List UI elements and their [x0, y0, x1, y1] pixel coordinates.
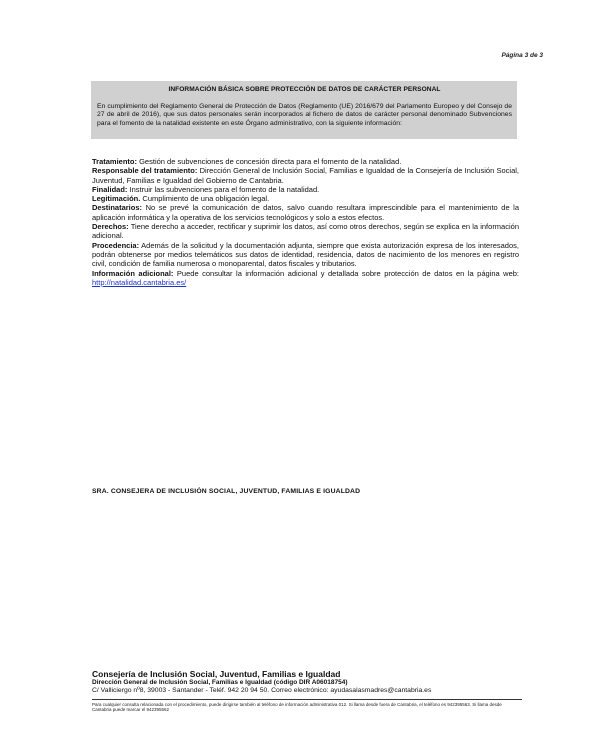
data-protection-box [91, 81, 517, 139]
detail-label: Derechos: [92, 222, 129, 232]
footer [92, 669, 522, 713]
detail-label: Destinatarios: [92, 203, 143, 213]
detail-label: Información adicional: [92, 268, 174, 278]
detail-destinatarios [92, 203, 519, 222]
detail-text: Además de la solicitud y la documentación adjunta, siempre que exista autorización expresa de los interesados, podrán obtenerse por medios telemáticos sus datos de identidad, residencia, datos de nacimiento de los menores en registro civil, condición de familia numerosa o monoparental, datos fiscales y tributarios. [92, 240, 519, 269]
data-protection-details [92, 157, 519, 287]
detail-text: No se prevé la comunicación de datos, salvo cuando resultara imprescindible para el mantenimiento de la aplicación informática y la operativa de los servicios tecnológicos y solo a estos efectos. [92, 203, 519, 222]
detail-responsable [92, 166, 519, 185]
footer-title: Consejería de Inclusión Social, Juventud, Familias e Igualdad [92, 669, 341, 679]
detail-procedencia [92, 241, 519, 269]
detail-text: Puede consultar la información adicional y detallada sobre protección de datos en la página web: [173, 268, 520, 278]
footer-divider [92, 699, 522, 700]
detail-tratamiento [92, 157, 519, 166]
detail-text: Cumplimiento de una obligación legal. [140, 194, 270, 204]
detail-informacion-adicional [92, 269, 519, 288]
footer-subtitle: Dirección General de Inclusión Social, Familias e Igualdad (código DIR A06018754) [92, 679, 348, 686]
page-number: Página 3 de 3 [501, 52, 543, 59]
detail-label: Finalidad: [92, 184, 128, 194]
detail-text: Gestión de subvenciones de concesión directa para el fomento de la natalidad. [137, 157, 402, 166]
detail-derechos [92, 222, 519, 241]
data-protection-intro: En cumplimiento del Reglamento General de Protección de Datos (Reglamento (UE) 2016/679 del Parlamento Europeo y del Consejo de 27 de abril de 2016), que sus datos personales serán incorporados al fichero de datos de carácter personal denominado Subvenciones para el fomento de la natalidad existente en este Órgano administrativo, con la siguiente información: [97, 103, 512, 127]
footer-note: Para cualquier consulta relacionada con el procedimiento, puede dirigirse también al teléfono de información administrativa 012. Si llama desde fuera de Cantabria, el teléfono es 942395563. Si llama desde Cantabria puede marcar el 942395562 [92, 701, 502, 712]
data-protection-title: INFORMACIÓN BÁSICA SOBRE PROTECCIÓN DE DATOS DE CARÁCTER PERSONAL [168, 86, 441, 93]
detail-text: Instruir las subvenciones para el fomento de la natalidad. [127, 184, 320, 194]
footer-address: C/ Valliciergo nº8, 39003 - Santander - Teléf. 942 20 94 50. Correo electrónico: ayudasalasmadres@cantabria.es [92, 687, 432, 694]
natalidad-link[interactable]: http://natalidad.cantabria.es/ [92, 277, 187, 287]
detail-label: Responsable del tratamiento: [92, 166, 198, 176]
detail-label: Procedencia: [92, 240, 140, 250]
detail-finalidad [92, 185, 519, 194]
detail-label: Legitimación. [92, 194, 141, 204]
detail-label: Tratamiento: [92, 157, 138, 166]
detail-legitimacion [92, 194, 519, 203]
signature-line: SRA. CONSEJERA DE INCLUSIÓN SOCIAL, JUVENTUD, FAMILIAS E IGUALDAD [92, 488, 361, 495]
detail-text: Dirección General de Inclusión Social, Familias e Igualdad de la Consejería de Inclusión Social, Juventud, Familias e Igualdad del Gobierno de Cantabria. [92, 166, 519, 185]
detail-text: Tiene derecho a acceder, rectificar y suprimir los datos, así como otros derechos, según se explica en la información adicional. [92, 222, 519, 241]
